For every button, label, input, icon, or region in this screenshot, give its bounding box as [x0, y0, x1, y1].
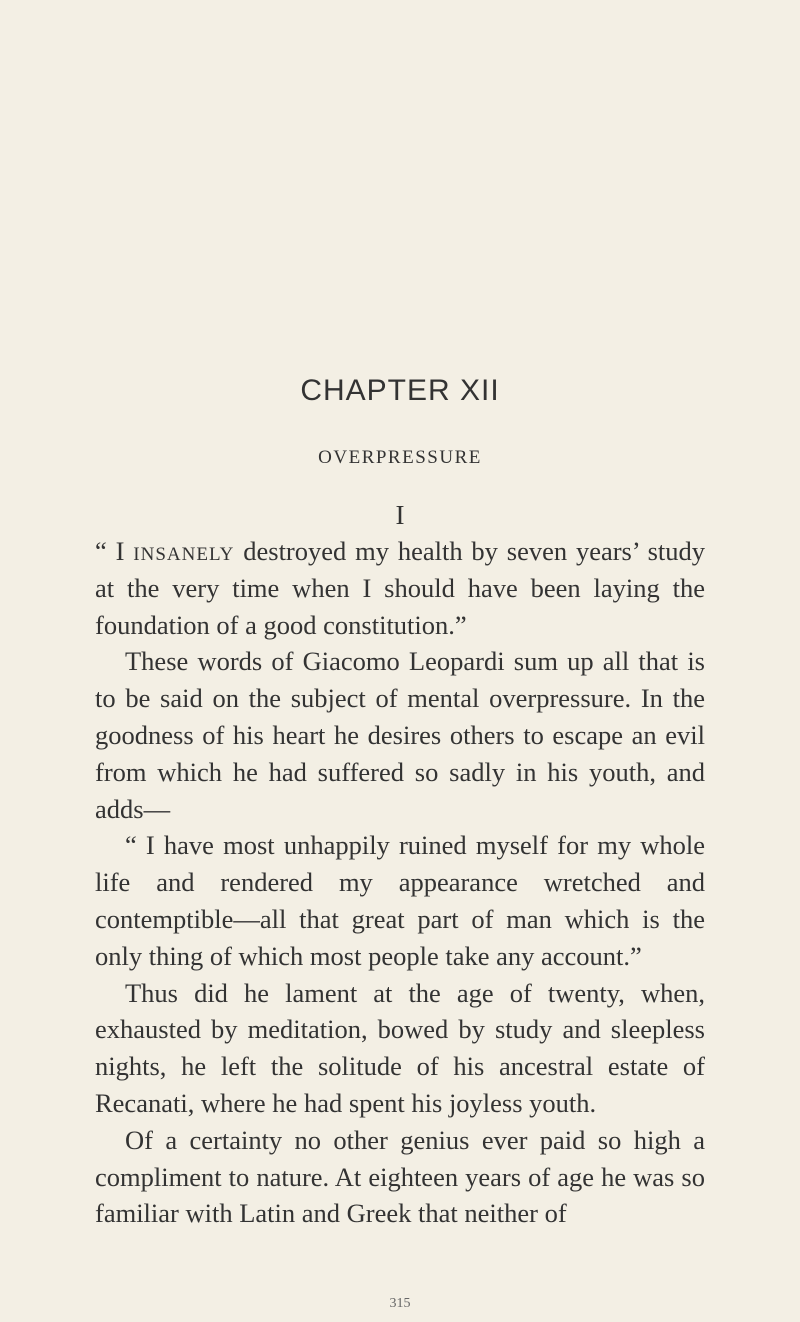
section-title: OVERPRESSURE	[318, 447, 482, 468]
paragraph-3: “ I have most unhappily ruined myself for my whole life and rendered my appearance wretched and contemptible—all that great part of man which is the only thing of which most people take any account.”	[95, 830, 705, 971]
paragraph-5: Of a certainty no other genius ever paid so high a compliment to nature. At eighteen years of age he was so familiar with Latin and Greek that neither of	[95, 1124, 705, 1229]
paragraph-4: Thus did he lament at the age of twenty, when, exhausted by meditation, bowed by study and sleepless nights, he left the solitude of his ancestral estate of Recanati, where he had spent his joyless youth.	[95, 977, 705, 1118]
chapter-title: CHAPTER XII	[300, 374, 500, 407]
paragraph-1-smallcaps: insanely	[133, 536, 235, 566]
page-number: 315	[389, 1296, 411, 1311]
body-text	[95, 533, 705, 1232]
section-number: I	[395, 500, 405, 530]
paragraph-1-text: destroyed my health by seven years’ study at the very time when I should have been laying the foundation of a good constitution.”	[95, 536, 706, 640]
paragraph-1-lead: “ I	[95, 536, 134, 566]
paragraph-1	[95, 533, 705, 643]
paragraph-2: These words of Giacomo Leopardi sum up all that is to be said on the subject of mental overpressure. In the goodness of his heart he desires others to escape an evil from which he had suffered so sadly in his youth, and adds—	[95, 646, 705, 824]
